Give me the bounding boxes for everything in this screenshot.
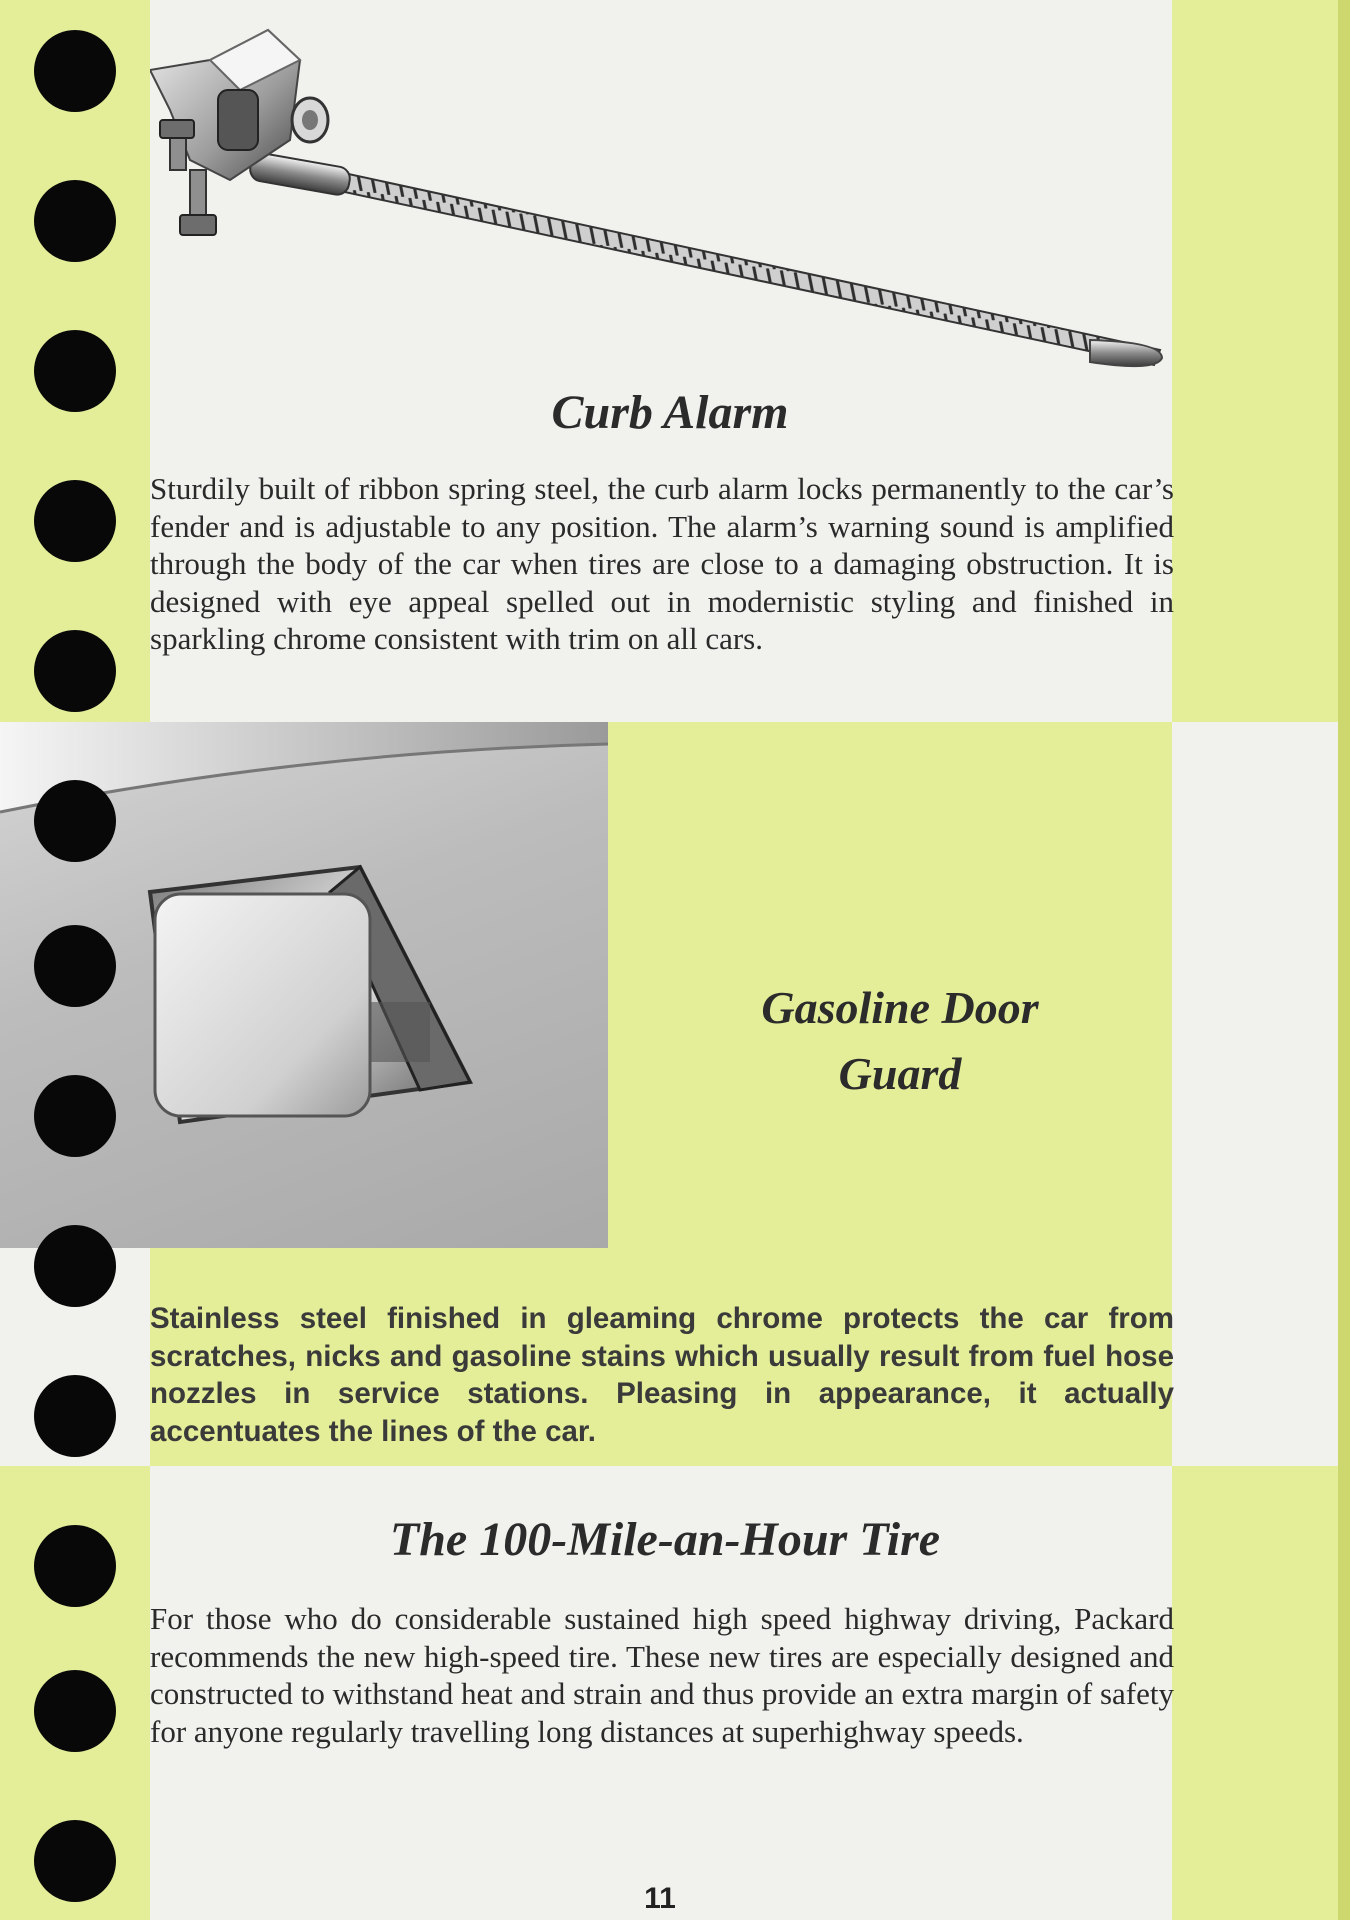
binder-hole-5	[34, 630, 116, 712]
curb-alarm-body: Sturdily built of ribbon spring steel, the curb alarm locks permanently to the car’s fender and is adjustable to any position. The alarm’s warning sound is amplified through the body of the car when tires are close to a damaging obstruction. It is designed with eye appeal spelled out in modernistic styling and finished in sparkling chrome consistent with trim on all cars.	[150, 471, 1174, 656]
binder-hole-13	[34, 1820, 116, 1902]
curb-alarm-photo	[150, 20, 1170, 380]
binder-hole-12	[34, 1670, 116, 1752]
binder-hole-2	[34, 180, 116, 262]
gasoline-door-guard-title	[690, 975, 1110, 1107]
binder-hole-9	[34, 1225, 116, 1307]
curb-alarm-title: Curb Alarm	[551, 386, 789, 439]
binder-hole-3	[34, 330, 116, 412]
lime-strip-right-bottom	[1172, 1466, 1350, 1920]
binder-hole-8	[34, 1075, 116, 1157]
gasoline-door-guard-title-line2: Guard	[838, 1048, 962, 1099]
gasoline-door-guard-body: Stainless steel finished in gleaming chrome protects the car from scratches, nicks and gasoline stains which usually result from fuel hose nozzles in service stations. Pleasing in appearance, it actually accentuates the lines of the car.	[150, 1302, 1174, 1448]
lime-strip-right-top	[1172, 0, 1350, 722]
binder-hole-10	[34, 1375, 116, 1457]
page-number: 11	[644, 1882, 676, 1915]
binder-hole-4	[34, 480, 116, 562]
tire-title: The 100-Mile-an-Hour Tire	[389, 1513, 941, 1566]
binder-hole-6	[34, 780, 116, 862]
gasoline-door-guard-title-line1: Gasoline Door	[761, 982, 1039, 1033]
binder-hole-11	[34, 1525, 116, 1607]
page-edge-shadow	[1338, 0, 1350, 1920]
binder-hole-7	[34, 925, 116, 1007]
tire-body: For those who do considerable sustained high speed highway driving, Packard recommends the new high-speed tire. These new tires are especially designed and constructed to withstand heat and strain and thus provide an extra margin of safety for anyone regularly travelling long distances at superhighway speeds.	[150, 1601, 1174, 1749]
binder-hole-1	[34, 30, 116, 112]
